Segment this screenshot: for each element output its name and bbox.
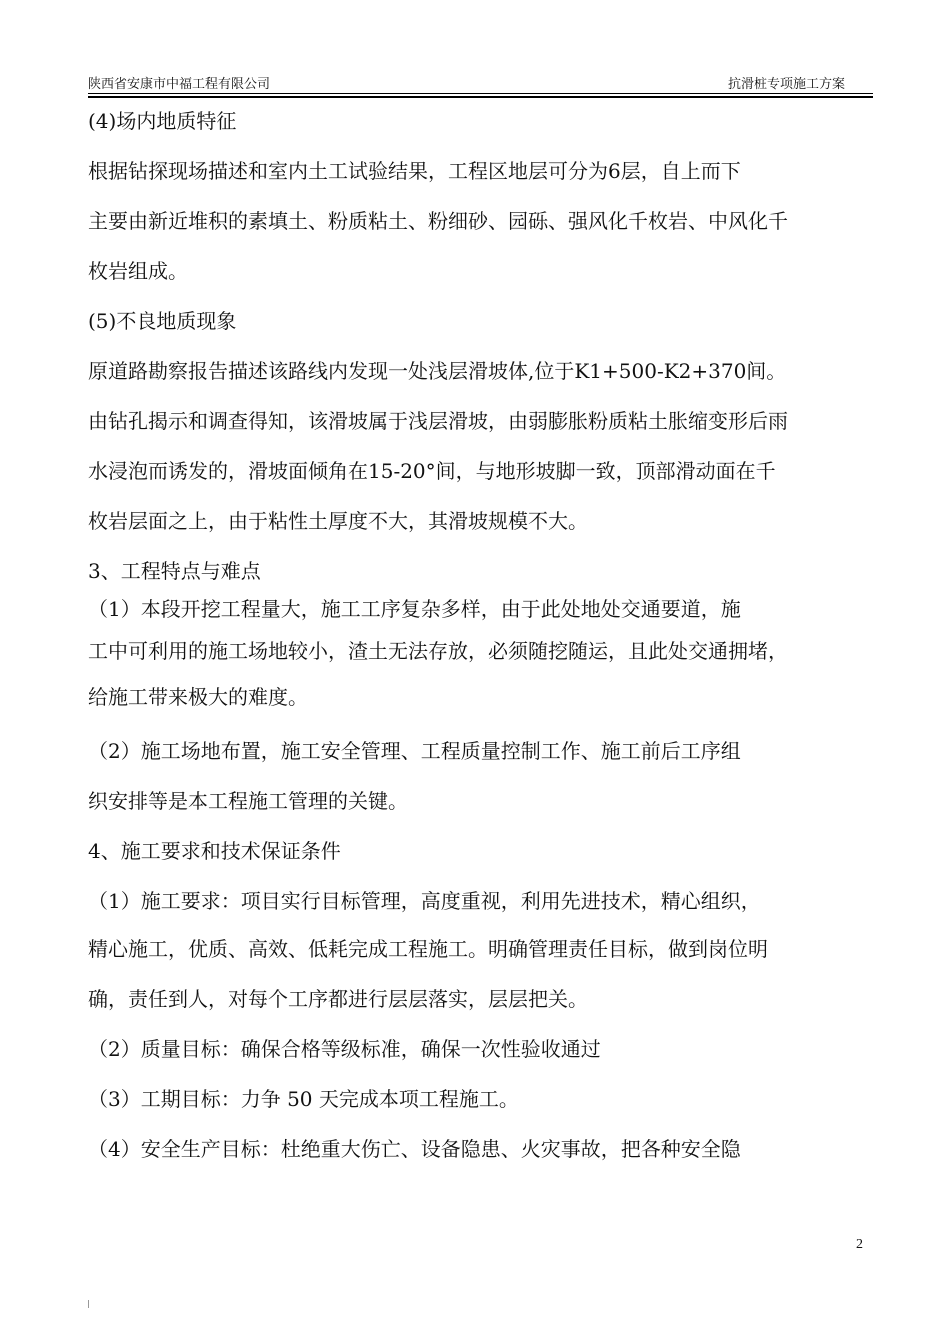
text-line: （4）安全生产目标：杜绝重大伤亡、设备隐患、火灾事故，把各种安全隐 <box>88 1137 741 1161</box>
text-line: 给施工带来极大的难度。 <box>88 685 308 709</box>
text-line: 枚岩层面之上，由于粘性土厚度不大，其滑坡规模不大。 <box>88 509 588 533</box>
text-line: 由钻孔揭示和调查得知，该滑坡属于浅层滑坡，由弱膨胀粉质粘土胀缩变形后雨 <box>88 409 788 433</box>
page-number: 2 <box>856 1237 863 1252</box>
header-doc-title: 抗滑桩专项施工方案 <box>727 77 845 92</box>
text-line: 4、施工要求和技术保证条件 <box>88 839 341 863</box>
text-line: （2）施工场地布置，施工安全管理、工程质量控制工作、施工前后工序组 <box>88 739 741 763</box>
page-header <box>88 73 873 95</box>
text-line: （2）质量目标：确保合格等级标准，确保一次性验收通过 <box>88 1037 601 1061</box>
text-line: 确，责任到人，对每个工序都进行层层落实，层层把关。 <box>88 987 588 1011</box>
text-line: 原道路勘察报告描述该路线内发现一处浅层滑坡体,位于K1+500-K2+370间。 <box>88 359 787 383</box>
text-line: （1）施工要求：项目实行目标管理，高度重视，利用先进技术，精心组织， <box>88 889 761 913</box>
text-line: 枚岩组成。 <box>88 259 188 283</box>
text-line: 精心施工，优质、高效、低耗完成工程施工。明确管理责任目标，做到岗位明 <box>88 937 768 961</box>
text-line: (4)场内地质特征 <box>88 109 237 133</box>
header-rule-thin <box>88 93 873 94</box>
text-line: （1）本段开挖工程量大，施工工序复杂多样，由于此处地处交通要道，施 <box>88 597 741 621</box>
header-rule-thick <box>88 96 873 98</box>
text-line: (5)不良地质现象 <box>88 309 237 333</box>
header-company: 陕西省安康市中福工程有限公司 <box>88 77 271 92</box>
text-line: 根据钻探现场描述和室内土工试验结果，工程区地层可分为6层，自上而下 <box>88 159 741 183</box>
text-line: 水浸泡而诱发的，滑坡面倾角在15-20°间，与地形坡脚一致，顶部滑动面在千 <box>88 459 776 483</box>
corner-mark <box>88 1300 89 1308</box>
text-line: （3）工期目标：力争 50 天完成本项工程施工。 <box>88 1087 519 1111</box>
text-line: 工中可利用的施工场地较小，渣土无法存放，必须随挖随运，且此处交通拥堵， <box>88 639 788 663</box>
text-line: 织安排等是本工程施工管理的关键。 <box>88 789 408 813</box>
text-line: 主要由新近堆积的素填土、粉质粘土、粉细砂、园砾、强风化千枚岩、中风化千 <box>88 209 788 233</box>
text-line: 3、工程特点与难点 <box>88 559 261 583</box>
